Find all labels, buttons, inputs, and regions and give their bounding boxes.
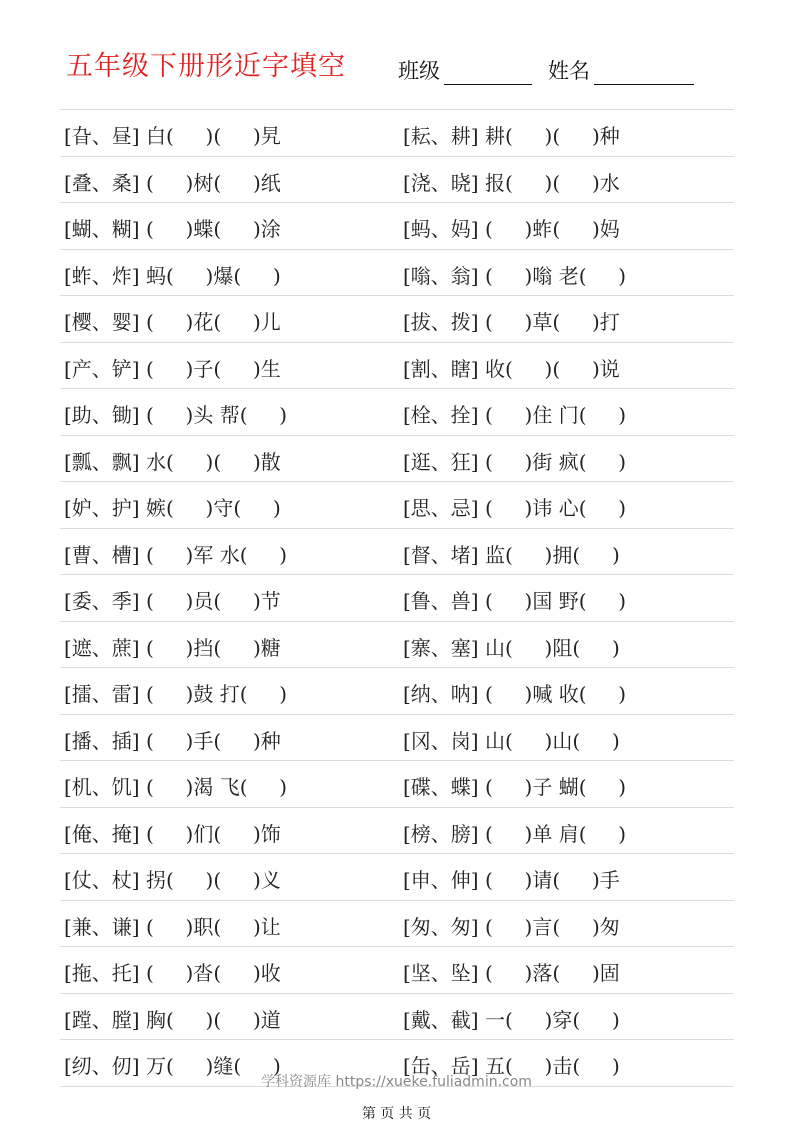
exercise-row: [60, 109, 734, 156]
exercise-left: [纫、仞] 万( )缝( ): [64, 1054, 281, 1078]
exercise-row: [60, 714, 734, 761]
name-blank-line: [594, 64, 694, 85]
exercise-row: [60, 807, 734, 854]
exercise-left: [妒、护] 嫉( )守( ): [64, 496, 281, 520]
exercise-left: [仗、杖] 拐( )( )义: [64, 868, 281, 892]
exercise-right: [割、瞎] 收( )( )说: [403, 356, 620, 381]
page-title: 五年级下册形近字填空: [66, 51, 346, 82]
exercise-left: [蝴、糊] ( )蝶( )涂: [64, 217, 281, 241]
exercise-left: [委、季] ( )员( )节: [64, 589, 281, 613]
name-field: [548, 55, 694, 85]
exercise-left: [产、铲] ( )子( )生: [64, 356, 281, 381]
exercise-left: [蚱、炸] 蚂( )爆( ): [64, 263, 281, 288]
exercise-row: [60, 528, 734, 575]
exercise-row: [60, 249, 734, 296]
exercise-left: [拖、托] ( )沓( )收: [64, 961, 281, 985]
class-blank-line: [444, 64, 532, 85]
exercise-left: [樱、婴] ( )花( )儿: [64, 310, 281, 334]
exercise-row: [60, 667, 734, 714]
class-field: [398, 55, 532, 85]
exercise-right: [嗡、翁] ( )嗡 老( ): [403, 263, 627, 288]
exercise-right: [冈、岗] 山( )山( ): [403, 728, 620, 753]
exercise-right: [栓、拴] ( )住 门( ): [403, 403, 627, 427]
exercise-right: [寨、塞] 山( )阻( ): [403, 635, 620, 660]
exercise-left: [瓢、飘] 水( )( )散: [64, 449, 281, 474]
exercise-right: [鲁、兽] ( )国 野( ): [403, 589, 627, 613]
watermark-text: 学科资源库 https://xueke.fuliadmin.com: [261, 1074, 532, 1090]
exercise-row: [60, 202, 734, 249]
page-footer: 第 页 共 页: [361, 1106, 432, 1122]
exercise-left: [助、锄] ( )头 帮( ): [64, 403, 288, 427]
exercise-row: [60, 481, 734, 528]
exercise-left: [擂、雷] ( )鼓 打( ): [64, 682, 288, 706]
exercise-left: [兼、谦] ( )职( )让: [64, 914, 281, 939]
worksheet-header: [66, 44, 746, 84]
exercise-row: [60, 853, 734, 900]
exercise-right: [逛、狂] ( )街 疯( ): [403, 449, 627, 474]
exercise-row: [60, 388, 734, 435]
exercise-row: [60, 621, 734, 668]
exercise-left: [旮、昼] 白( )( )旯: [64, 124, 281, 148]
exercise-row: [60, 156, 734, 203]
name-label: 姓名: [548, 59, 590, 83]
exercise-left: [蹚、膛] 胸( )( )道: [64, 1007, 281, 1032]
exercise-row: [60, 342, 734, 389]
exercise-table: [60, 109, 734, 1087]
exercise-row: [60, 946, 734, 993]
exercise-right: [拔、拨] ( )草( )打: [403, 310, 620, 334]
exercise-right: [榜、膀] ( )单 肩( ): [403, 821, 627, 846]
exercise-right: [纳、呐] ( )喊 收( ): [403, 682, 627, 706]
exercise-row: [60, 295, 734, 342]
exercise-right: [坚、坠] ( )落( )固: [403, 961, 620, 985]
exercise-row: [60, 993, 734, 1040]
exercise-left: [俺、掩] ( )们( )饰: [64, 821, 281, 846]
exercise-right: [匆、匆] ( )言( )匆: [403, 914, 620, 939]
exercise-row: [60, 435, 734, 482]
exercise-left: [曹、槽] ( )军 水( ): [64, 542, 288, 567]
exercise-right: [戴、截] 一( )穿( ): [403, 1007, 620, 1032]
exercise-right: [思、忌] ( )讳 心( ): [403, 496, 627, 520]
exercise-right: [耘、耕] 耕( )( )种: [403, 124, 620, 148]
exercise-row: [60, 574, 734, 621]
exercise-right: [浇、晓] 报( )( )水: [403, 170, 620, 195]
exercise-right: [申、伸] ( )请( )手: [403, 868, 620, 892]
exercise-row: [60, 760, 734, 807]
exercise-left: [播、插] ( )手( )种: [64, 728, 281, 753]
class-label: 班级: [398, 59, 440, 83]
exercise-left: [机、饥] ( )渴 飞( ): [64, 775, 288, 799]
exercise-left: [叠、桑] ( )树( )纸: [64, 170, 281, 195]
exercise-left: [遮、蔗] ( )挡( )糖: [64, 635, 281, 660]
exercise-row: [60, 900, 734, 947]
exercise-right: [缶、岳] 五( )击( ): [403, 1054, 620, 1078]
exercise-right: [蚂、妈] ( )蚱( )妈: [403, 217, 620, 241]
exercise-right: [碟、蝶] ( )子 蝴( ): [403, 775, 627, 799]
exercise-right: [督、堵] 监( )拥( ): [403, 542, 620, 567]
